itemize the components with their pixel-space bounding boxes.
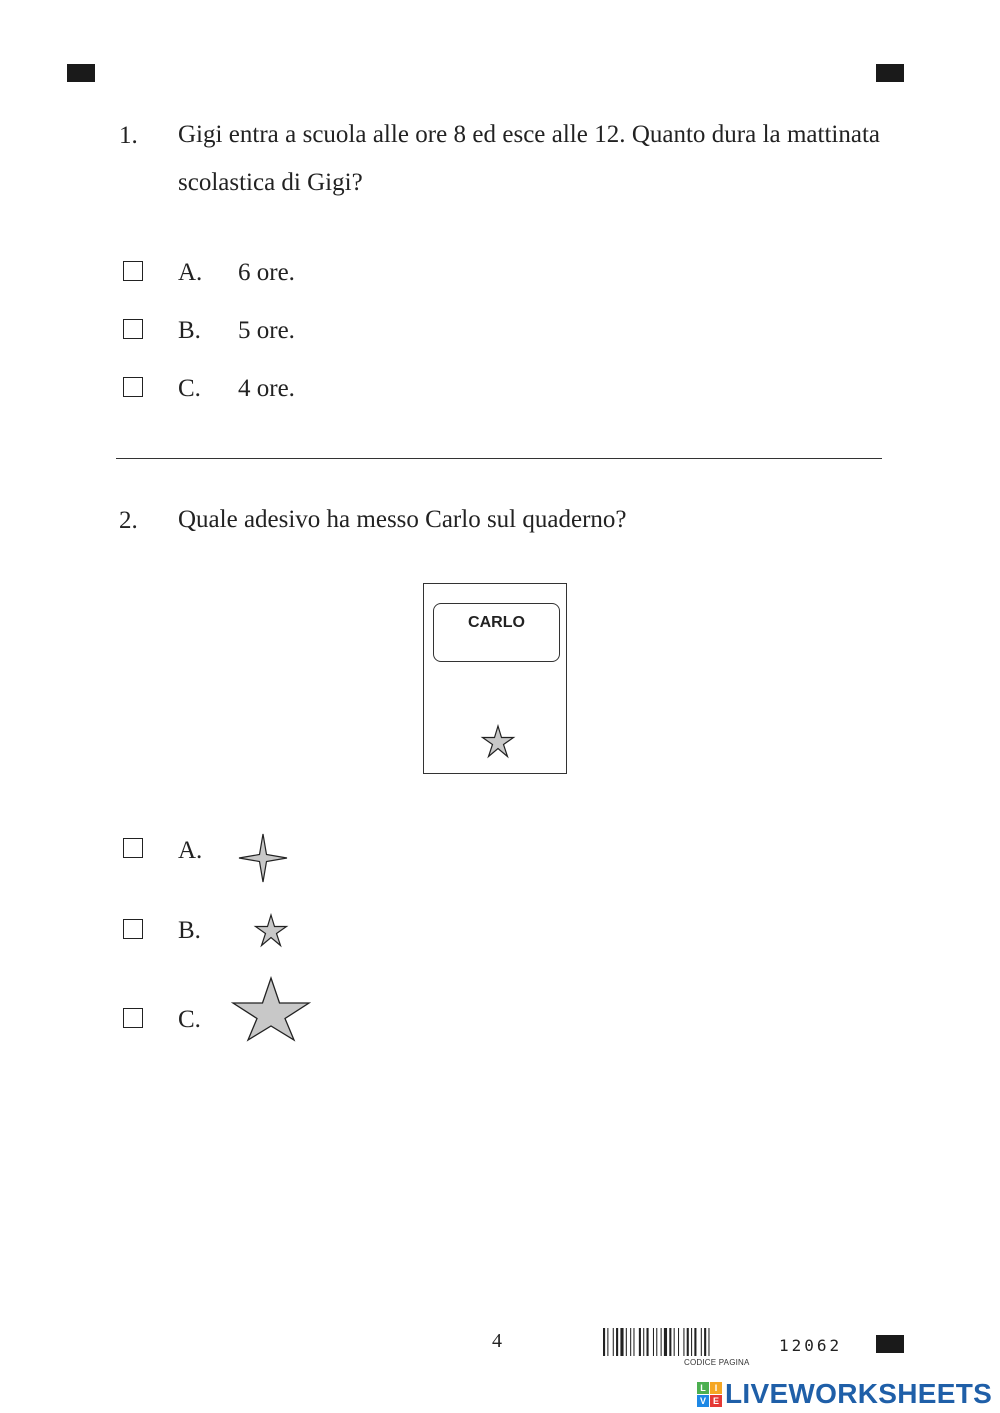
option-letter: C. [178,1006,201,1033]
answer-checkbox-a[interactable] [123,261,143,281]
notebook-name-label [433,603,560,662]
page-number: 4 [492,1330,502,1352]
barcode-bar [630,1328,631,1356]
star-4-point-icon [238,833,288,883]
barcode-bar [694,1328,696,1356]
registration-marker-bottom-right [876,1335,904,1353]
barcode-bar [683,1328,684,1356]
barcode-bar [674,1328,675,1356]
question-text: Gigi entra a scuola alle ore 8 ed esce alle 12. Quanto dura la mattinata scolastica di Gigi? [178,121,880,196]
barcode-bar [691,1328,692,1356]
answer-checkbox-c[interactable] [123,1008,143,1028]
barcode-bar [656,1328,657,1356]
logo-letter: V [697,1395,709,1407]
option-letter: C. [178,375,201,402]
star-5-point-small-icon [253,913,289,949]
barcode-bar [664,1328,667,1356]
barcode-bar [616,1328,618,1356]
section-divider [116,458,882,459]
option-letter: B. [178,317,201,344]
barcode-bar [620,1328,623,1356]
barcode-bar [701,1328,702,1356]
logo-letter: E [710,1395,722,1407]
barcode-bar [607,1328,608,1356]
logo-letter: I [710,1382,722,1394]
barcode-bar [678,1328,679,1356]
barcode-bar [643,1328,644,1356]
barcode-bar [669,1328,671,1356]
option-text: 5 ore. [238,317,295,344]
logo-letter: L [697,1382,709,1394]
barcode-bar [704,1328,706,1356]
option-letter: A. [178,837,203,864]
option-text: 6 ore. [238,259,295,286]
barcode-bar [653,1328,654,1356]
liveworksheets-brand[interactable] [697,1378,992,1410]
answer-checkbox-b[interactable] [123,919,143,939]
option-letter: A. [178,259,203,286]
page-code: 12062 [779,1336,843,1355]
answer-checkbox-c[interactable] [123,377,143,397]
barcode-bar [613,1328,614,1356]
barcode-bar [687,1328,689,1356]
liveworksheets-logo-icon [697,1382,722,1407]
star-5-point-small-icon [480,724,516,760]
question-number: 2. [119,507,138,534]
option-text: 4 ore. [238,375,295,402]
barcode-bar [639,1328,641,1356]
barcode-bar [633,1328,634,1356]
notebook-illustration [423,583,567,774]
barcode-bar [603,1328,605,1356]
barcode-bar [626,1328,627,1356]
registration-marker-top-right [876,64,904,82]
barcode-caption: CODICE PAGINA [684,1358,750,1367]
answer-checkbox-a[interactable] [123,838,143,858]
question-text: Quale adesivo ha messo Carlo sul quaderno? [178,506,627,533]
barcode-bar [647,1328,649,1356]
question-number: 1. [119,122,138,149]
brand-name: LIVEWORKSHEETS [725,1378,993,1409]
star-5-point-large-icon [231,976,311,1042]
barcode-bar [661,1328,662,1356]
notebook-name: CARLO [468,614,525,631]
option-letter: B. [178,917,201,944]
barcode-bar [708,1328,709,1356]
answer-checkbox-b[interactable] [123,319,143,339]
barcode [603,1328,743,1356]
registration-marker-top-left [67,64,95,82]
